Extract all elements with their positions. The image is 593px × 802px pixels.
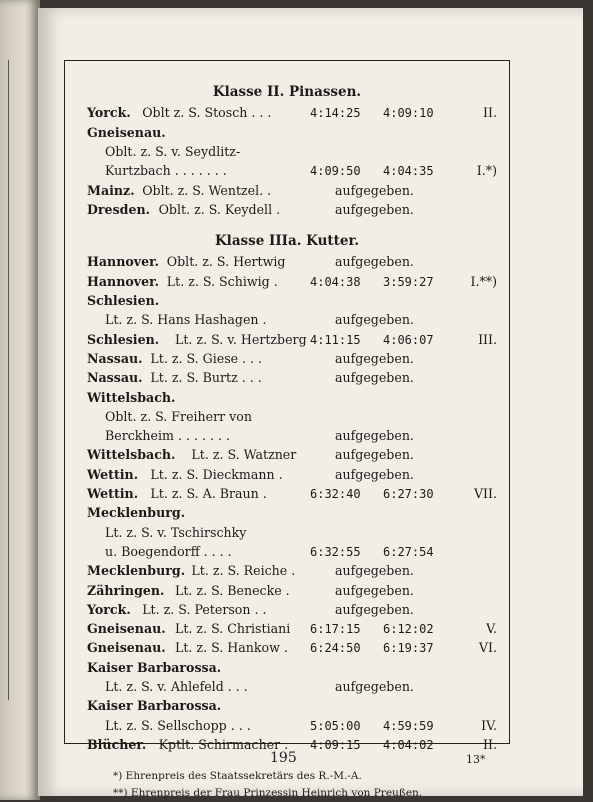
officer-name: Lt. z. S. Hans Hashagen .	[105, 312, 267, 328]
ship-name: Nassau.	[87, 350, 143, 366]
status-text: aufgegeben.	[335, 428, 414, 444]
result-row	[65, 524, 509, 542]
status-text: aufgegeben.	[335, 582, 414, 598]
officer-name: Oblt. z. S. Freiherr von	[105, 408, 252, 424]
prize-rank: I.*)	[476, 163, 497, 179]
ship-name: Schlesien.	[87, 331, 160, 347]
corrected-time: 6:19:37	[383, 641, 434, 656]
ship-name: Schlesien.	[87, 293, 160, 308]
status-text: aufgegeben.	[335, 466, 414, 482]
book-page	[38, 8, 583, 800]
result-row	[65, 601, 509, 619]
officer-name: Oblt. z. S. Wentzel. .	[142, 182, 272, 198]
facing-page-edge	[0, 0, 40, 800]
officer-name: Lt. z. S. Giese . . .	[150, 350, 263, 366]
status-text: aufgegeben.	[335, 201, 414, 217]
result-row	[65, 124, 509, 142]
officer-name: Lt. z. S. Burtz . . .	[150, 370, 262, 386]
officer-name: Lt. z. S. Watzner	[191, 447, 297, 463]
officer-name: Lt. z. S. v. Tschirschky	[105, 524, 247, 540]
result-row	[65, 389, 509, 407]
result-row	[65, 331, 509, 349]
result-row	[65, 104, 509, 122]
result-row	[65, 427, 509, 445]
result-row	[65, 311, 509, 329]
officer-name: Lt. z. S. Dieckmann .	[150, 466, 283, 482]
status-text: aufgegeben.	[335, 312, 414, 328]
officer-name: Lt. z. S. Schiwig .	[166, 273, 278, 289]
corrected-time: 4:09:10	[383, 106, 434, 121]
ship-name: Hannover.	[87, 273, 159, 289]
prize-rank: IV.	[481, 717, 497, 733]
footnote-line	[65, 784, 509, 802]
status-text: aufgegeben.	[335, 350, 414, 366]
result-row	[65, 639, 509, 657]
officer-name: Lt. z. S. A. Braun .	[150, 486, 267, 501]
officer-name: Oblt. z. S. v. Seydlitz-	[105, 143, 241, 159]
corrected-time: 4:04:35	[383, 164, 434, 179]
prize-rank: VI.	[478, 640, 497, 656]
ship-name: Kaiser Barbarossa.	[87, 698, 222, 714]
result-row	[65, 659, 509, 677]
ship-name: Mainz.	[87, 182, 135, 198]
elapsed-time: 4:11:15	[310, 332, 361, 347]
section-heading: Klasse IIIa. Kutter.	[214, 233, 360, 250]
result-row	[65, 562, 509, 580]
result-row	[65, 253, 509, 271]
result-row	[65, 485, 509, 503]
status-text: aufgegeben.	[335, 182, 414, 198]
corrected-time: 6:12:02	[383, 622, 434, 637]
status-text: aufgegeben.	[335, 601, 414, 617]
elapsed-time: 4:09:15	[310, 737, 361, 752]
elapsed-time: 6:17:15	[310, 622, 361, 637]
result-row	[65, 350, 509, 368]
elapsed-time: 4:14:25	[310, 106, 361, 121]
corrected-time: 6:27:30	[383, 487, 434, 501]
footnote-text: **) Ehrenpreis der Frau Prinzessin Heinrich von Preußen.	[113, 787, 423, 800]
officer-name: Oblt. z. S. Keydell .	[158, 201, 281, 217]
result-row	[65, 466, 509, 484]
officer-name: u. Boegendorff . . . .	[105, 543, 232, 559]
ship-name: Wettin.	[87, 486, 139, 501]
facing-page-rule	[8, 60, 9, 700]
prize-rank: V.	[486, 621, 497, 637]
ship-name: Wettin.	[87, 466, 139, 482]
result-row	[65, 201, 509, 219]
officer-name: Lt. z. S. Christiani	[175, 621, 291, 637]
officer-name: Lt. z. S. Peterson . .	[142, 601, 267, 617]
corrected-time: 4:06:07	[383, 332, 434, 347]
result-row	[65, 162, 509, 180]
officer-name: Lt. z. S. v. Hertzberg	[175, 331, 307, 347]
officer-name: Lt. z. S. v. Ahlefeld . . .	[105, 679, 248, 694]
result-row	[65, 143, 509, 161]
status-text: aufgegeben.	[335, 679, 414, 694]
ship-name: Yorck.	[87, 105, 131, 121]
officer-name: Lt. z. S. Reiche .	[191, 563, 296, 579]
result-row	[65, 504, 509, 522]
officer-name: Oblt z. S. Stosch . . .	[142, 105, 272, 121]
elapsed-time: 6:24:50	[310, 641, 361, 656]
result-row	[65, 697, 509, 715]
prize-rank: I.**)	[470, 273, 497, 289]
status-text: aufgegeben.	[335, 563, 414, 579]
signature-mark: 13*	[466, 753, 486, 766]
status-text: aufgegeben.	[335, 254, 414, 270]
page-number: 195	[270, 750, 297, 766]
prize-rank: III.	[478, 331, 497, 347]
section-heading: Klasse II. Pinassen.	[212, 84, 362, 100]
result-row	[65, 446, 509, 464]
corrected-time: 6:27:54	[383, 544, 434, 559]
ship-name: Zähringen.	[87, 582, 165, 598]
result-row	[65, 678, 509, 696]
result-row	[65, 717, 509, 735]
elapsed-time: 6:32:55	[310, 544, 361, 559]
ship-name: Gneisenau.	[87, 124, 166, 140]
result-row	[65, 369, 509, 387]
ship-name: Wittelsbach.	[87, 389, 176, 405]
corrected-time: 4:04:02	[383, 737, 434, 752]
ship-name: Nassau.	[87, 370, 143, 386]
ship-name: Mecklenburg.	[87, 563, 186, 579]
ship-name: Yorck.	[87, 601, 131, 617]
result-row	[65, 182, 509, 200]
elapsed-time: 4:09:50	[310, 164, 361, 179]
officer-name: Lt. z. S. Benecke .	[175, 582, 290, 598]
ship-name: Gneisenau.	[87, 640, 166, 656]
officer-name: Oblt. z. S. Hertwig	[166, 254, 286, 270]
result-row	[65, 273, 509, 291]
ship-name: Dresden.	[87, 201, 151, 217]
officer-name: Berckheim . . . . . . .	[105, 428, 230, 444]
officer-name: Lt. z. S. Hankow .	[175, 640, 288, 656]
elapsed-time: 5:05:00	[310, 718, 361, 733]
elapsed-time: 6:32:40	[310, 487, 361, 501]
ship-name: Mecklenburg.	[87, 505, 186, 521]
elapsed-time: 4:04:38	[310, 274, 361, 289]
ship-name: Kaiser Barbarossa.	[87, 659, 222, 675]
officer-name: Kptlt. Schirmacher .	[158, 736, 289, 752]
result-row	[65, 582, 509, 600]
result-row	[65, 620, 509, 638]
corrected-time: 4:59:59	[383, 718, 434, 733]
officer-name: Lt. z. S. Sellschopp . . .	[105, 717, 251, 733]
corrected-time: 3:59:27	[383, 274, 434, 289]
prize-rank: VII.	[473, 486, 497, 501]
result-row	[65, 543, 509, 561]
prize-rank: II.	[483, 105, 497, 121]
prize-rank: II.	[483, 736, 497, 752]
ship-name: Wittelsbach.	[87, 447, 176, 463]
result-row	[65, 292, 509, 310]
footnote-text: *) Ehrenpreis des Staatssekretärs des R.-M.-A.	[113, 770, 362, 783]
officer-name: Kurtzbach . . . . . . .	[105, 163, 227, 179]
ship-name: Gneisenau.	[87, 621, 166, 637]
status-text: aufgegeben.	[335, 447, 414, 463]
result-row	[65, 408, 509, 426]
footnote-line	[65, 767, 509, 785]
ship-name: Hannover.	[87, 254, 159, 270]
status-text: aufgegeben.	[335, 370, 414, 386]
ship-name: Blücher.	[87, 736, 147, 752]
